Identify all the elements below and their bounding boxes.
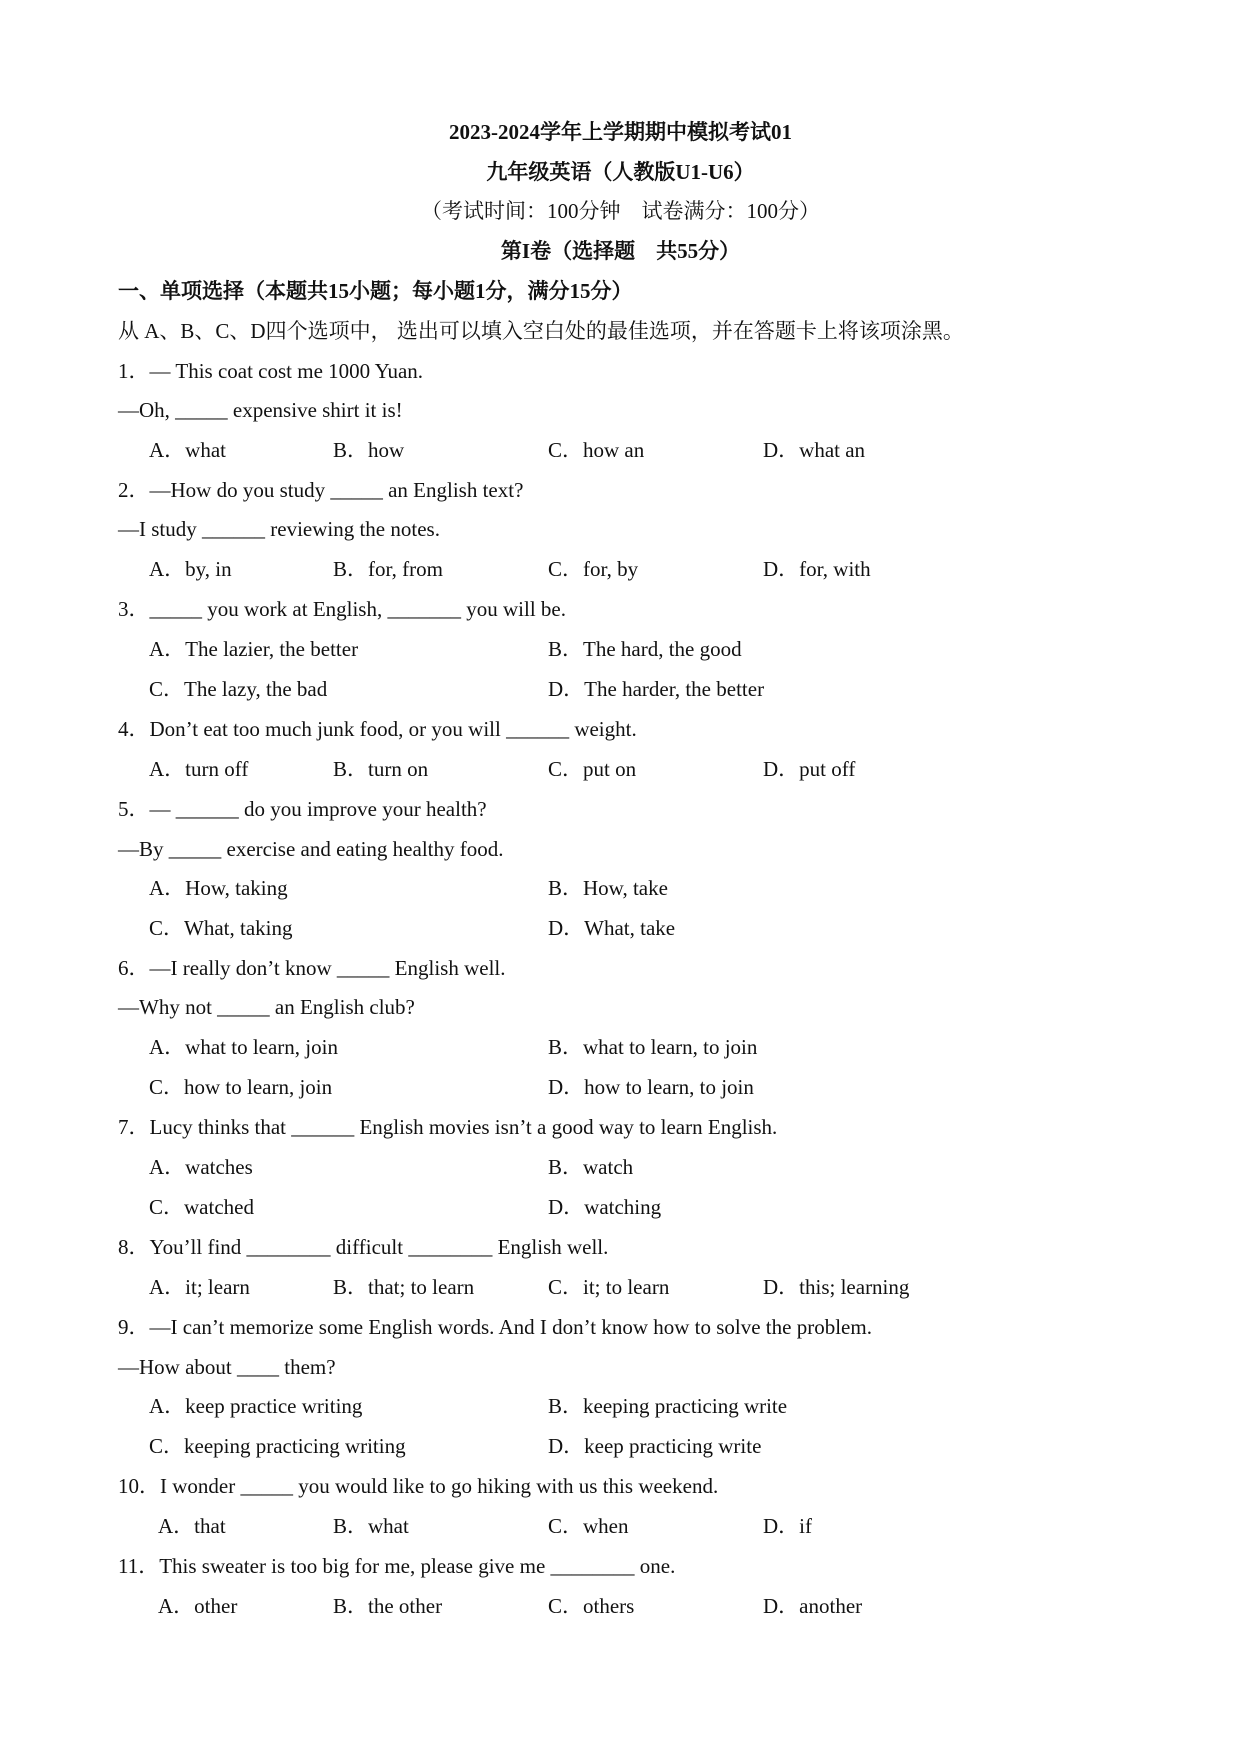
- option-c: C．for, by: [548, 557, 639, 581]
- option-a: A．what: [149, 438, 226, 462]
- option-c: C．keeping practicing writing: [149, 1434, 406, 1458]
- option-d: D．The harder, the better: [548, 677, 765, 701]
- option-a: A．it; learn: [149, 1275, 250, 1299]
- question-line: 6．—I really don’t know _____ English well.: [118, 956, 506, 980]
- option-d: D．how to learn, to join: [548, 1075, 754, 1099]
- question-line: 5．— ______ do you improve your health?: [118, 797, 487, 821]
- question-line: 1．— This coat cost me 1000 Yuan.: [118, 359, 424, 383]
- option-b: B．the other: [333, 1594, 443, 1618]
- option-d: D．put off: [763, 757, 856, 781]
- option-d: D．what an: [763, 438, 866, 462]
- option-a: A．watches: [149, 1155, 253, 1179]
- section-instruction: 从 A、B、C、D四个选项中， 选出可以填入空白处的最佳选项，并在答题卡上将该项涂黑。: [118, 319, 964, 343]
- option-b: B．for, from: [333, 557, 443, 581]
- option-c: C．when: [548, 1514, 629, 1538]
- option-c: C．it; to learn: [548, 1275, 670, 1299]
- question-line: —Oh, _____ expensive shirt it is!: [118, 398, 403, 422]
- part-title: 第I卷（选择题 共55分）: [500, 239, 741, 263]
- option-d: D．What, take: [548, 916, 676, 940]
- question-line: 4．Don’t eat too much junk food, or you will ______ weight.: [118, 717, 637, 741]
- question-line: 2．—How do you study _____ an English text?: [118, 478, 524, 502]
- option-a: A．The lazier, the better: [149, 637, 359, 661]
- question-line: 8．You’ll find ________ difficult ________ English well.: [118, 1235, 609, 1259]
- option-c: C．watched: [149, 1195, 254, 1219]
- option-a: A．How, taking: [149, 876, 288, 900]
- option-d: D．watching: [548, 1195, 662, 1219]
- option-d: D．another: [763, 1594, 863, 1618]
- option-a: A．keep practice writing: [149, 1394, 363, 1418]
- exam-subtitle: 九年级英语（人教版U1-U6）: [486, 160, 755, 184]
- option-a: A．other: [158, 1594, 238, 1618]
- question-line: 7．Lucy thinks that ______ English movies isn’t a good way to learn English.: [118, 1115, 778, 1139]
- option-d: D．keep practicing write: [548, 1434, 762, 1458]
- option-b: B．that; to learn: [333, 1275, 475, 1299]
- option-d: D．if: [763, 1514, 812, 1538]
- option-b: B．turn on: [333, 757, 429, 781]
- option-c: C．The lazy, the bad: [149, 677, 328, 701]
- option-b: B．keeping practicing write: [548, 1394, 788, 1418]
- question-line: 10．I wonder _____ you would like to go hiking with us this weekend.: [118, 1474, 719, 1498]
- option-c: C．how to learn, join: [149, 1075, 333, 1099]
- exam-title: 2023-2024学年上学期期中模拟考试01: [449, 120, 792, 144]
- question-line: 3．_____ you work at English, _______ you will be.: [118, 597, 566, 621]
- question-line: 9．—I can’t memorize some English words. And I don’t know how to solve the problem.: [118, 1315, 872, 1339]
- option-c: C．how an: [548, 438, 645, 462]
- option-b: B．How, take: [548, 876, 668, 900]
- question-line: 11．This sweater is too big for me, please give me ________ one.: [118, 1554, 676, 1578]
- option-a: A．turn off: [149, 757, 249, 781]
- option-a: A．that: [158, 1514, 226, 1538]
- option-b: B．The hard, the good: [548, 637, 742, 661]
- option-a: A．by, in: [149, 557, 232, 581]
- option-c: C．What, taking: [149, 916, 293, 940]
- exam-info: （考试时间：100分钟 试卷满分：100分）: [421, 199, 820, 223]
- option-d: D．this; learning: [763, 1275, 910, 1299]
- option-b: B．how: [333, 438, 405, 462]
- section-title: 一、单项选择（本题共15小题；每小题1分，满分15分）: [118, 279, 633, 303]
- question-line: —How about ____ them?: [118, 1355, 336, 1379]
- option-c: C．others: [548, 1594, 635, 1618]
- option-d: D．for, with: [763, 557, 871, 581]
- question-line: —By _____ exercise and eating healthy food.: [118, 837, 504, 861]
- option-b: B．watch: [548, 1155, 634, 1179]
- option-b: B．what: [333, 1514, 409, 1538]
- option-a: A．what to learn, join: [149, 1035, 338, 1059]
- option-b: B．what to learn, to join: [548, 1035, 758, 1059]
- question-line: —Why not _____ an English club?: [118, 995, 415, 1019]
- option-c: C．put on: [548, 757, 637, 781]
- question-line: —I study ______ reviewing the notes.: [118, 517, 440, 541]
